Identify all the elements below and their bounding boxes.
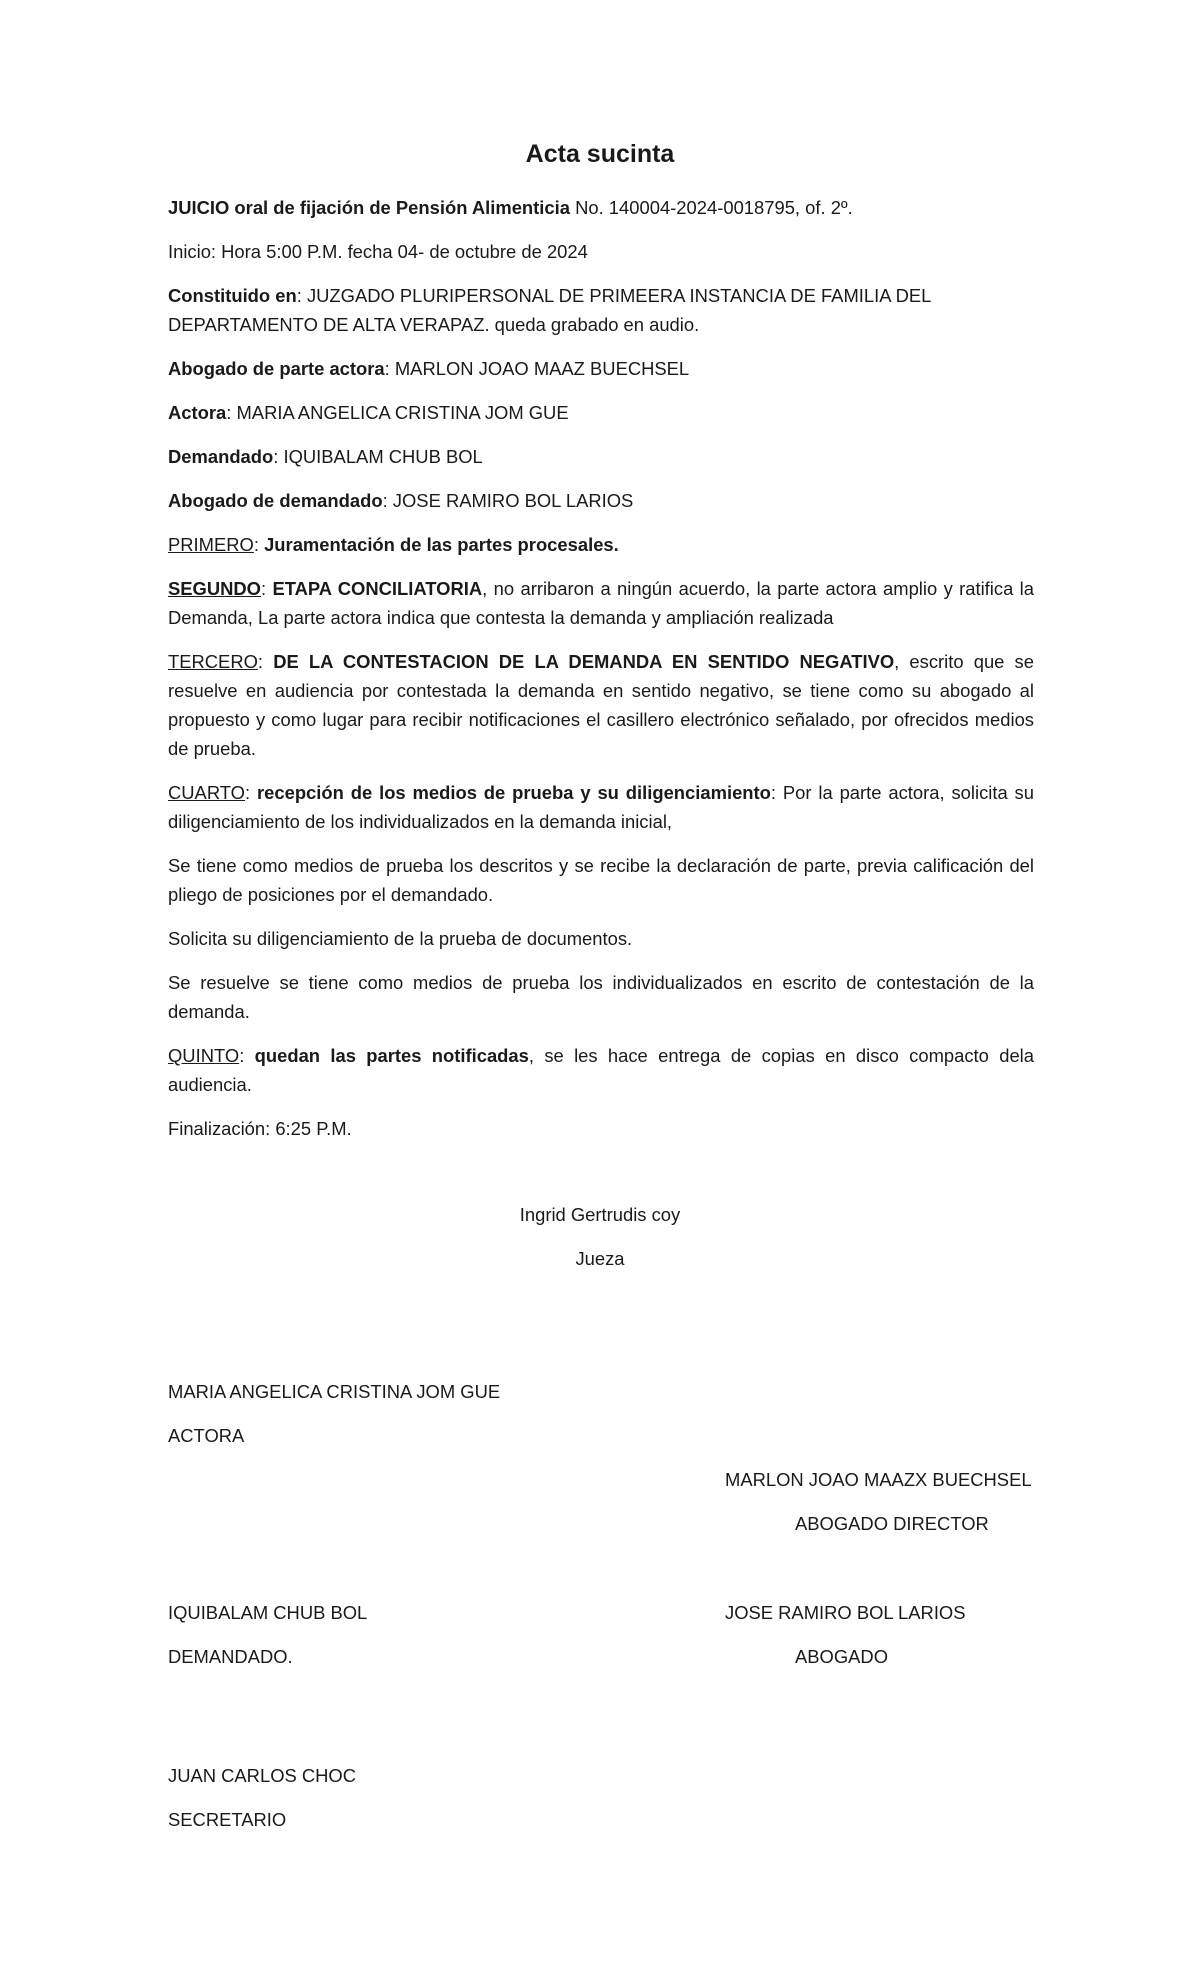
- quinto-label: QUINTO: [168, 1045, 240, 1066]
- actora-label: Actora: [168, 402, 227, 423]
- quinto-paragraph: [168, 1041, 1034, 1099]
- segundo-sep: :: [261, 578, 273, 599]
- abogado-actora-label: Abogado de parte actora: [168, 358, 385, 379]
- cuarto-paragraph-4: Se resuelve se tiene como medios de prueba los individualizados en escrito de contestación de la demanda.: [168, 972, 1034, 1022]
- tercero-text: , escrito que se resuelve en audiencia por contestada la demanda en sentido negativo, se tiene como su abogado al propuesto y como lugar para recibir notificaciones el casillero electrónico señalado, por ofrecidos medios de prueba.: [168, 651, 1034, 759]
- abogado-signature-role: ABOGADO: [795, 1646, 888, 1667]
- segundo-text: , no arribaron a ningún acuerdo, la parte actora amplio y ratifica la Demanda, La parte actora indica que contesta la demanda y ampliación realizada: [168, 578, 1034, 628]
- demandado-text: : IQUIBALAM CHUB BOL: [273, 446, 483, 467]
- primero-label: PRIMERO: [168, 534, 254, 555]
- abogado-demandado-line: [168, 486, 1034, 515]
- document-title: Acta sucinta: [525, 140, 675, 168]
- tercero-sep: :: [257, 651, 274, 672]
- demandado-label: Demandado: [168, 446, 274, 467]
- demandado-signature-name: IQUIBALAM CHUB BOL: [168, 1602, 368, 1623]
- secretario-signature-role: SECRETARIO: [168, 1809, 287, 1830]
- primero-paragraph: [168, 530, 1034, 559]
- segundo-paragraph: [168, 574, 1034, 632]
- primero-bold: Juramentación de las partes procesales.: [264, 534, 619, 555]
- demandado-line: [168, 442, 1034, 471]
- constituido-line: [168, 281, 1034, 339]
- cuarto-bold: recepción de los medios de prueba y su diligenciamiento: [256, 782, 771, 803]
- abogado-demandado-text: : JOSE RAMIRO BOL LARIOS: [382, 490, 634, 511]
- finalizacion-line: Finalización: 6:25 P.M.: [168, 1118, 352, 1139]
- tercero-bold: DE LA CONTESTACION DE LA DEMANDA EN SENTIDO NEGATIVO: [273, 651, 895, 672]
- actora-text: : MARIA ANGELICA CRISTINA JOM GUE: [226, 402, 569, 423]
- constituido-label: Constituido en: [168, 285, 297, 306]
- primero-sep: :: [253, 534, 265, 555]
- juicio-label: JUICIO oral de fijación de Pensión Alimenticia: [168, 197, 570, 218]
- secretario-signature-name: JUAN CARLOS CHOC: [168, 1765, 357, 1786]
- tercero-label: TERCERO: [168, 651, 258, 672]
- abogado-director-name: MARLON JOAO MAAZX BUECHSEL: [725, 1469, 1032, 1490]
- abogado-signature-name: JOSE RAMIRO BOL LARIOS: [725, 1602, 966, 1623]
- quinto-bold: quedan las partes notificadas: [254, 1045, 529, 1066]
- juicio-line: [168, 193, 1034, 222]
- abogado-actora-line: [168, 354, 1034, 383]
- cuarto-sep: :: [244, 782, 257, 803]
- abogado-director-role: ABOGADO DIRECTOR: [795, 1513, 989, 1534]
- cuarto-text: : Por la parte actora, solicita su diligenciamiento de los individualizados en la demanda inicial,: [168, 782, 1034, 832]
- document-body: [168, 193, 1034, 1158]
- inicio-line: Inicio: Hora 5:00 P.M. fecha 04- de octubre de 2024: [168, 241, 588, 262]
- segundo-label: SEGUNDO: [168, 578, 261, 599]
- juez-name: Ingrid Gertrudis coy: [519, 1204, 681, 1225]
- juez-role: Jueza: [575, 1248, 625, 1269]
- demandado-signature-role: DEMANDADO.: [168, 1646, 293, 1667]
- tercero-paragraph: [168, 647, 1034, 763]
- juicio-number: No. 140004-2024-0018795, of. 2º.: [569, 197, 853, 218]
- quinto-sep: :: [239, 1045, 255, 1066]
- actora-signature-name: MARIA ANGELICA CRISTINA JOM GUE: [168, 1381, 501, 1402]
- abogado-demandado-label: Abogado de demandado: [168, 490, 383, 511]
- cuarto-paragraph-2: Se tiene como medios de prueba los descritos y se recibe la declaración de parte, previa calificación del pliego de posiciones por el demandado.: [168, 855, 1034, 905]
- abogado-actora-text: : MARLON JOAO MAAZ BUECHSEL: [384, 358, 690, 379]
- cuarto-label: CUARTO: [168, 782, 245, 803]
- cuarto-paragraph-3: Solicita su diligenciamiento de la prueba de documentos.: [168, 928, 633, 949]
- actora-signature-role: ACTORA: [168, 1425, 245, 1446]
- constituido-text: : JUZGADO PLURIPERSONAL DE PRIMEERA INSTANCIA DE FAMILIA DEL DEPARTAMENTO DE ALTA VERAPAZ. queda grabado en audio.: [168, 285, 931, 335]
- segundo-bold: ETAPA CONCILIATORIA: [272, 578, 483, 599]
- quinto-text: , se les hace entrega de copias en disco compacto dela audiencia.: [168, 1045, 1034, 1095]
- actora-line: [168, 398, 1034, 427]
- cuarto-paragraph: [168, 778, 1034, 836]
